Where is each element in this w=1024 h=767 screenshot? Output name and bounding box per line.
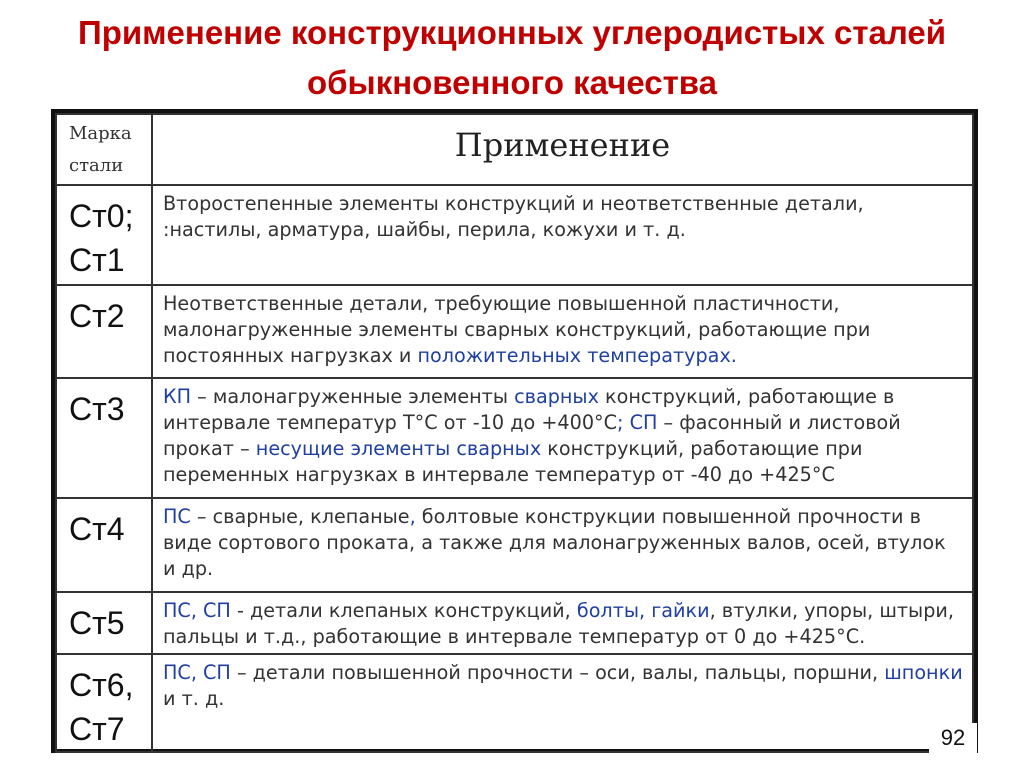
- slide-title: [0, 8, 1024, 108]
- steel-application-table: [51, 109, 978, 753]
- steel-grade: Ст2: [69, 298, 125, 334]
- application-cell: [152, 185, 973, 285]
- description-text: – детали повышенной прочности – оси, валы, пальцы, поршни,: [230, 661, 885, 684]
- description-text: конструкций, работающие при переменных нагрузках в интервале температур от -40 до +425°C: [163, 437, 863, 486]
- description-highlight: ; СП: [617, 411, 658, 434]
- table-row: [56, 592, 973, 654]
- steel-grade-cell: [56, 378, 152, 498]
- table-row: [56, 285, 973, 378]
- application-cell: [152, 498, 973, 592]
- description-highlight: положительных температурах.: [417, 344, 737, 367]
- description-highlight: ПС: [163, 505, 191, 528]
- description-text: конструкций, работающие в интервале температур T°C от -10 до +400°C: [163, 385, 895, 434]
- description-highlight: несущие элементы сварных: [255, 437, 542, 460]
- description-highlight: КП: [163, 385, 192, 408]
- steel-grade-cell: [56, 285, 152, 378]
- steel-grade: Ст6,: [69, 667, 134, 703]
- steel-grade: Ст5: [69, 605, 125, 641]
- description-text: – сварные, клепаные: [190, 505, 410, 528]
- description-highlight: ,: [409, 505, 416, 528]
- steel-grade: Ст3: [69, 391, 125, 427]
- description-highlight: шпонки: [884, 661, 963, 684]
- description-text: болтовые конструкции повышенной прочности в виде сортового проката, а также для малонагруженных валов, осей, втулок и др.: [163, 505, 946, 580]
- description-highlight: болты, гайки: [576, 599, 710, 622]
- header-steel-grade-line-1: Марка: [69, 123, 132, 144]
- table-header-row: [56, 114, 973, 185]
- application-cell: [152, 378, 973, 498]
- steel-grade-cell: [56, 185, 152, 285]
- description-highlight: сварных: [514, 385, 599, 408]
- steel-grade-cell: [56, 498, 152, 592]
- description-text: Неответственные детали, требующие повышенной пластичности, малонагруженные элементы сварных конструкций, работающие при постоянных нагрузках и: [163, 292, 871, 367]
- description-text: – фасонный и листовой прокат –: [163, 411, 901, 460]
- steel-grade: Ст7: [69, 711, 125, 747]
- steel-grade: Ст1: [69, 242, 125, 278]
- steel-grade: Ст0;: [69, 198, 134, 234]
- header-steel-grade: [56, 114, 152, 185]
- slide-title-line-1: Применение конструкционных углеродистых сталей: [77, 14, 947, 51]
- table-row: [56, 654, 973, 752]
- header-application: Применение: [152, 114, 973, 185]
- description-text: – малонагруженные элементы: [191, 385, 515, 408]
- steel-grade: Ст4: [69, 511, 125, 547]
- application-cell: [152, 592, 973, 654]
- header-steel-grade-line-2: стали: [69, 155, 124, 176]
- application-cell: [152, 654, 973, 752]
- description-highlight: ПС, СП: [163, 661, 231, 684]
- table-row: [56, 498, 973, 592]
- table-row: [56, 378, 973, 498]
- description-text: - детали клепаных конструкций,: [230, 599, 577, 622]
- page-number: 92: [929, 723, 977, 753]
- description-text: , втулки, упоры, штыри, пальцы и т.д., работающие в интервале температур от 0 до +425°C.: [163, 599, 954, 648]
- slide-title-line-2: обыкновенного качества: [306, 64, 718, 101]
- steel-grade-cell: [56, 654, 152, 752]
- description-text: и т. д.: [163, 687, 225, 710]
- steel-grade-cell: [56, 592, 152, 654]
- application-cell: [152, 285, 973, 378]
- table-row: [56, 185, 973, 285]
- description-text: Второстепенные элементы конструкций и неответственные детали, :настилы, арматура, шайбы, перила, кожухи и т. д.: [163, 192, 864, 241]
- description-highlight: ПС, СП: [163, 599, 231, 622]
